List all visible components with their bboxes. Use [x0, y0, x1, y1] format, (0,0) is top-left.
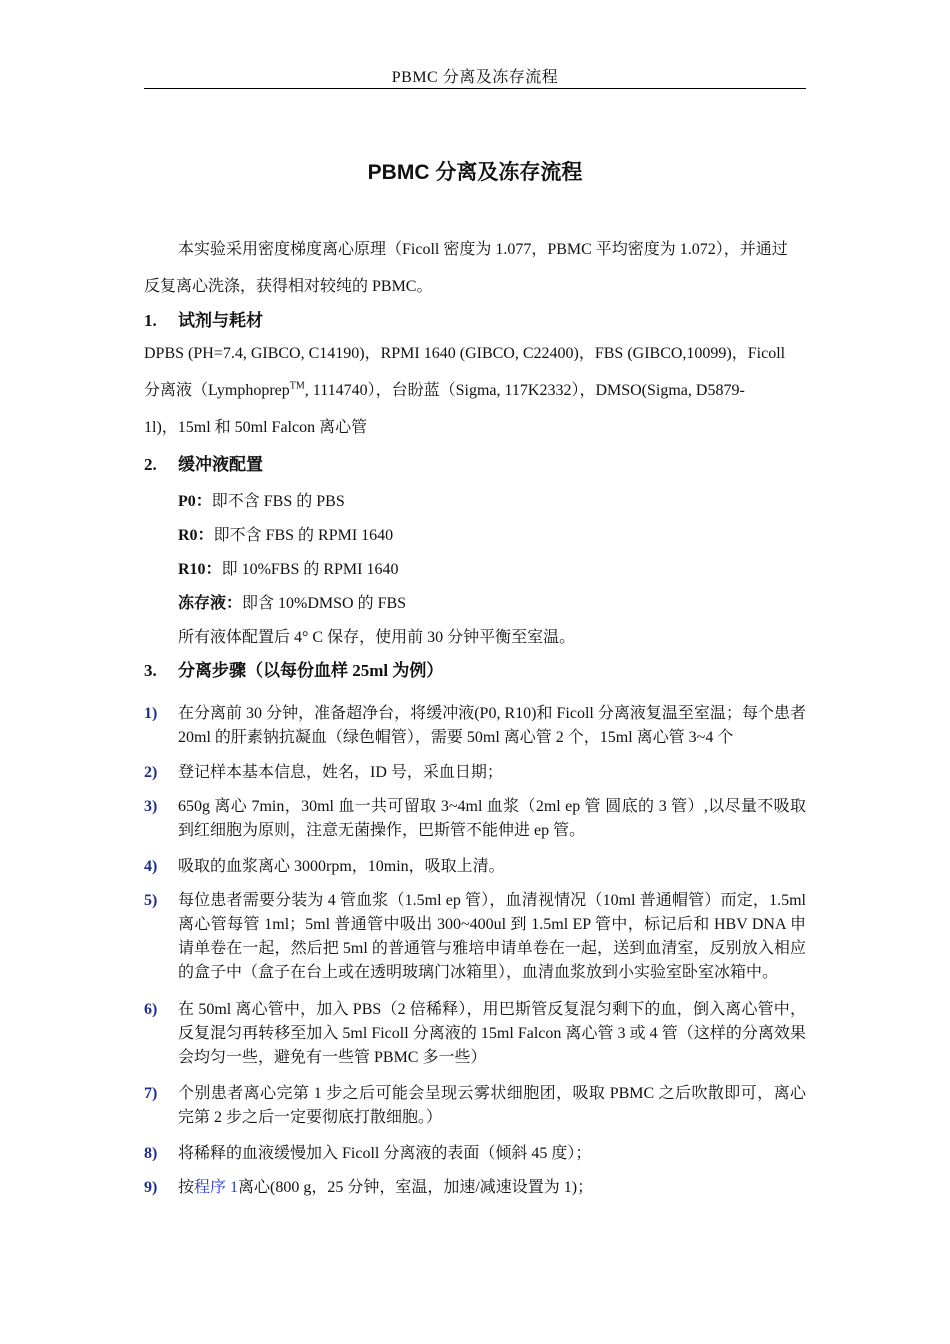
section-1-title: 试剂与耗材 [178, 311, 263, 330]
step-text: 在分离前 30 分钟，准备超净台，将缓冲液(P0, R10)和 Ficoll 分离液复温至室温；每个患者 20ml 的肝素钠抗凝血（绿色帽管），需要 50ml 离心管 2 个，15ml 离心管 3~4 个 [178, 705, 806, 746]
step-text: 每位患者需要分装为 4 管血浆（1.5ml ep 管），血清视情况（10ml 普通帽管）而定，1.5ml 离心管每管 1ml；5ml 普通管中吸出 300~400ul 到 1.5ml EP 管中，标记后和 HBV DNA 申请单卷在一起，然后把 5ml 的普通管与雅培申请单卷在一起，送到血清室，反别放入相应的盒子中（盒子在台上或在透明玻璃门冰箱里），血清血浆放到小实验室卧室冰箱中。 [178, 892, 806, 981]
buffer-item: 冻存液：即含 10%DMSO 的 FBS [178, 595, 407, 612]
step-text: 登记样本基本信息，姓名，ID 号，采血日期； [178, 764, 503, 781]
intro-line-2: 反复离心洗涤，获得相对较纯的 PBMC。 [144, 278, 433, 295]
list-item [144, 855, 806, 879]
step-text: 将稀释的血液缓慢加入 Ficoll 分离液的表面（倾斜 45 度）； [178, 1145, 592, 1162]
buffer-item: R10：即 10%FBS 的 RPMI 1640 [178, 561, 399, 578]
list-item [144, 1082, 806, 1130]
list-item [144, 889, 806, 985]
list-item [144, 795, 806, 843]
reagents-line-3: 1l)，15ml 和 50ml Falcon 离心管 [144, 419, 368, 436]
list-item [144, 1142, 806, 1166]
step-number: 9) [144, 1179, 158, 1196]
buffer-note: 所有液体配置后 4° C 保存，使用前 30 分钟平衡至室温。 [178, 629, 576, 646]
list-item [144, 1176, 806, 1200]
program-1-link[interactable]: 程序 1 [194, 1179, 239, 1196]
list-item [144, 702, 806, 750]
section-3-title: 分离步骤（以每份血样 25ml 为例） [178, 661, 444, 680]
step-number: 5) [144, 892, 158, 909]
section-2-number: 2. [144, 455, 157, 474]
step-number: 3) [144, 798, 158, 815]
section-2-heading [144, 450, 263, 475]
list-item [144, 998, 806, 1070]
page-header: PBMC 分离及冻存流程 [391, 69, 559, 86]
header-divider [144, 88, 806, 89]
document-title: PBMC 分离及冻存流程 [367, 161, 583, 184]
buffer-item: R0：即不含 FBS 的 RPMI 1640 [178, 527, 394, 544]
step-number: 4) [144, 858, 158, 875]
reagents-line-1: DPBS (PH=7.4, GIBCO, C14190)，RPMI 1640 (GIBCO, C22400)，FBS (GIBCO,10099)，Ficoll [144, 345, 786, 362]
step-number: 1) [144, 705, 158, 722]
step-text: 吸取的血浆离心 3000rpm，10min，吸取上清。 [178, 858, 505, 875]
step-text: 按程序 1离心(800 g，25 分钟，室温，加速/减速设置为 1)； [178, 1179, 594, 1196]
section-1-heading [144, 306, 263, 331]
step-number: 8) [144, 1145, 158, 1162]
section-3-heading [144, 656, 443, 681]
reagents-line-2: 分离液（Lymphoprep™, 1114740），台盼蓝（Sigma, 117K2332），DMSO(Sigma, D5879- [144, 380, 745, 399]
list-item [144, 761, 806, 785]
step-text: 个别患者离心完第 1 步之后可能会呈现云雾状细胞团，吸取 PBMC 之后吹散即可，离心完第 2 步之后一定要彻底打散细胞。） [178, 1085, 806, 1126]
trademark-sup: TM [289, 380, 305, 392]
intro-paragraph [144, 231, 806, 305]
step-text: 在 50ml 离心管中，加入 PBS（2 倍稀释），用巴斯管反复混匀剩下的血，倒入离心管中，反复混匀再转移至加入 5ml Ficoll 分离液的 15ml Falcon 离心管 3 或 4 管（这样的分离效果会均匀一些，避免有一些管 PBMC 多一些） [178, 1001, 806, 1066]
step-text: 650g 离心 7min，30ml 血一共可留取 3~4ml 血浆（2ml ep 管 圆底的 3 管）,以尽量不吸取到红细胞为原则，注意无菌操作，巴斯管不能伸进 ep 管。 [178, 798, 806, 839]
step-number: 2) [144, 764, 158, 781]
intro-line-1: 本实验采用密度梯度离心原理（Ficoll 密度为 1.077，PBMC 平均密度为 1.072），并通过 [178, 241, 788, 258]
step-number: 7) [144, 1085, 158, 1102]
section-1-body [144, 335, 806, 446]
step-number: 6) [144, 1001, 158, 1018]
buffer-item: P0：即不含 FBS 的 PBS [178, 493, 345, 510]
section-1-number: 1. [144, 311, 157, 330]
section-2-title: 缓冲液配置 [178, 455, 263, 474]
section-3-number: 3. [144, 661, 157, 680]
